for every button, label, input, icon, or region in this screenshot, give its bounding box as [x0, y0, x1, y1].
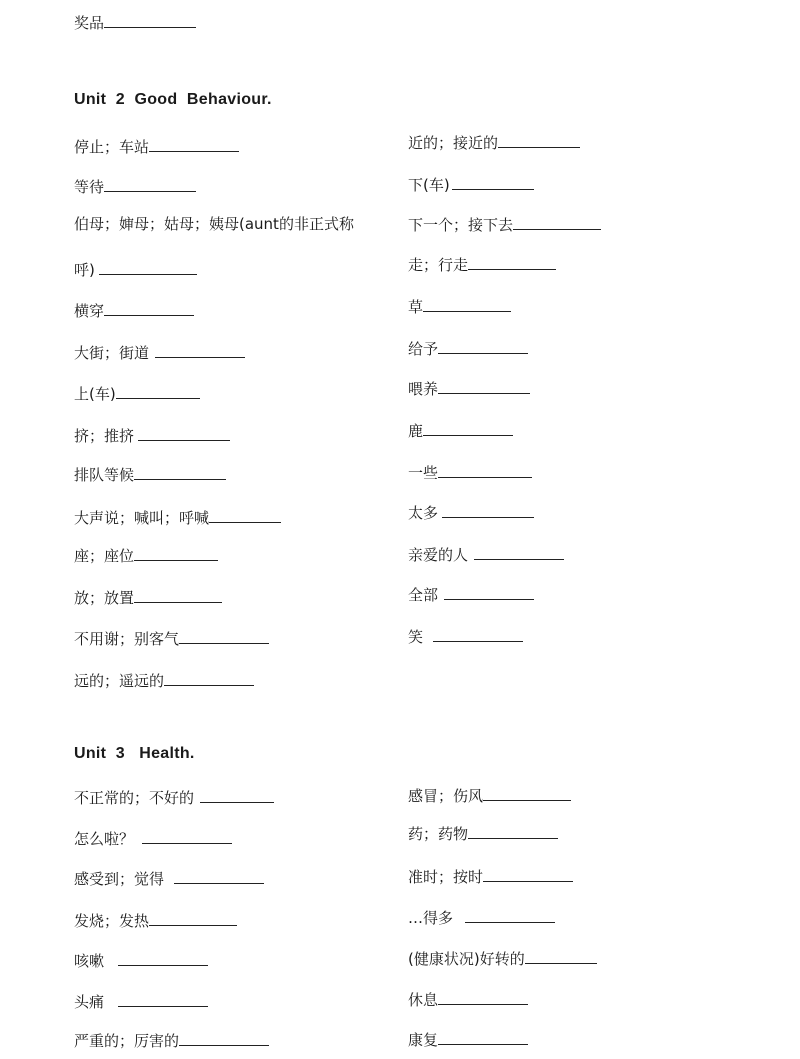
item-label: 下(车) — [408, 176, 450, 194]
item-label: 挤；推挤 — [74, 427, 135, 445]
answer-blank[interactable] — [142, 828, 232, 844]
answer-blank[interactable] — [164, 670, 254, 686]
item-label: 伯母；婶母；姑母；姨母(aunt的非正式称 — [74, 215, 354, 233]
answer-blank[interactable] — [465, 907, 555, 923]
item-label: 感受到；觉得 — [74, 870, 165, 888]
item-label: 不用谢；别客气 — [74, 630, 180, 648]
answer-blank[interactable] — [134, 545, 218, 561]
list-item — [74, 176, 196, 196]
answer-blank[interactable] — [200, 787, 274, 803]
item-label: 康复 — [408, 1031, 439, 1049]
item-label: 草 — [408, 298, 424, 316]
list-item — [74, 910, 237, 930]
list-item — [74, 1030, 269, 1050]
item-label: 近的；接近的 — [408, 134, 499, 152]
item-label: 大声说；喊叫；呼喊 — [74, 509, 210, 527]
answer-blank[interactable] — [438, 989, 528, 1005]
answer-blank[interactable] — [118, 991, 208, 1007]
item-label: 呼) — [74, 261, 95, 279]
list-item — [408, 296, 511, 316]
list-item — [408, 989, 528, 1009]
answer-blank[interactable] — [179, 628, 269, 644]
answer-blank[interactable] — [444, 584, 534, 600]
list-item — [408, 502, 534, 522]
item-label: 上(车) — [74, 385, 116, 403]
answer-blank[interactable] — [423, 296, 511, 312]
list-item — [74, 787, 274, 807]
list-item — [408, 174, 534, 194]
item-label: 怎么啦？ — [74, 830, 135, 848]
item-label: 发烧；发热 — [74, 912, 150, 930]
item-label: 休息 — [408, 991, 439, 1009]
item-label: 不正常的；不好的 — [74, 789, 195, 807]
list-item — [408, 866, 573, 886]
answer-blank[interactable] — [174, 868, 264, 884]
item-label: 放；放置 — [74, 589, 135, 607]
answer-blank[interactable] — [442, 502, 534, 518]
answer-blank[interactable] — [513, 214, 601, 230]
item-label: 全部 — [408, 586, 439, 604]
answer-blank[interactable] — [104, 176, 196, 192]
item-label: 给予 — [408, 340, 439, 358]
list-item — [74, 991, 208, 1011]
answer-blank[interactable] — [118, 950, 208, 966]
item-label: 严重的；厉害的 — [74, 1032, 180, 1050]
item-label: 座；座位 — [74, 547, 135, 565]
item-label: 等待 — [74, 178, 105, 196]
list-item — [408, 1029, 528, 1049]
item-label: 停止；车站 — [74, 138, 150, 156]
list-item — [74, 950, 208, 970]
item-label: 远的；遥远的 — [74, 672, 165, 690]
list-item — [74, 383, 200, 403]
list-item — [74, 464, 226, 484]
list-item — [74, 136, 239, 156]
answer-blank[interactable] — [525, 948, 597, 964]
unit3-heading: Unit 3 Health. — [74, 745, 195, 762]
item-label: 排队等候 — [74, 466, 135, 484]
answer-blank[interactable] — [438, 462, 532, 478]
answer-blank[interactable] — [423, 420, 513, 436]
item-label: 感冒；伤风 — [408, 787, 484, 805]
unit2-heading: Unit 2 Good Behaviour. — [74, 91, 272, 108]
list-item — [74, 828, 232, 848]
list-item — [408, 214, 601, 234]
list-item — [74, 628, 269, 648]
list-item — [408, 420, 513, 440]
answer-blank[interactable] — [474, 544, 564, 560]
answer-blank[interactable] — [179, 1030, 269, 1046]
item-label: 药；药物 — [408, 825, 469, 843]
list-item — [74, 300, 194, 320]
item-label: …得多 — [408, 909, 454, 927]
answer-blank[interactable] — [116, 383, 200, 399]
answer-blank[interactable] — [104, 300, 194, 316]
answer-blank[interactable] — [149, 910, 237, 926]
list-item — [74, 587, 222, 607]
list-item — [408, 254, 556, 274]
answer-blank[interactable] — [483, 866, 573, 882]
item-label: 喂养 — [408, 380, 439, 398]
answer-blank[interactable] — [452, 174, 534, 190]
list-item — [74, 214, 354, 234]
item-label: 鹿 — [408, 422, 424, 440]
answer-blank[interactable] — [438, 338, 528, 354]
answer-blank[interactable] — [468, 254, 556, 270]
answer-blank[interactable] — [468, 823, 558, 839]
list-item — [408, 338, 528, 358]
list-item — [74, 545, 218, 565]
list-item — [408, 584, 534, 604]
item-label: 奖品 — [74, 14, 105, 32]
item-label: 头痛 — [74, 993, 105, 1011]
item-label: 横穿 — [74, 302, 105, 320]
item-label: 走；行走 — [408, 256, 469, 274]
prize-item — [74, 12, 196, 32]
list-item — [74, 868, 264, 888]
list-item — [408, 132, 580, 152]
list-item — [408, 626, 523, 646]
answer-blank[interactable] — [438, 1029, 528, 1045]
item-label: 一些 — [408, 464, 439, 482]
answer-blank[interactable] — [104, 12, 196, 28]
list-item — [408, 544, 564, 564]
answer-blank[interactable] — [155, 342, 245, 358]
list-item — [74, 670, 254, 690]
answer-blank[interactable] — [134, 464, 226, 480]
answer-blank[interactable] — [209, 507, 281, 523]
answer-blank[interactable] — [438, 378, 530, 394]
list-item — [408, 823, 558, 843]
list-item — [74, 342, 245, 362]
item-label: 准时；按时 — [408, 868, 484, 886]
item-label: 大街；街道 — [74, 344, 150, 362]
answer-blank[interactable] — [433, 626, 523, 642]
answer-blank[interactable] — [99, 259, 197, 275]
item-label: 太多 — [408, 504, 439, 522]
item-label: (健康状况)好转的 — [408, 950, 525, 968]
list-item — [408, 785, 571, 805]
list-item — [408, 907, 555, 927]
list-item — [408, 378, 530, 398]
item-label: 亲爱的人 — [408, 546, 469, 564]
list-item — [408, 948, 597, 968]
list-item — [74, 259, 197, 279]
list-item — [74, 507, 281, 527]
answer-blank[interactable] — [149, 136, 239, 152]
item-label: 下一个；接下去 — [408, 216, 514, 234]
answer-blank[interactable] — [134, 587, 222, 603]
answer-blank[interactable] — [138, 425, 230, 441]
list-item — [74, 425, 230, 445]
answer-blank[interactable] — [483, 785, 571, 801]
list-item — [408, 462, 532, 482]
item-label: 咳嗽 — [74, 952, 105, 970]
answer-blank[interactable] — [498, 132, 580, 148]
item-label: 笑 — [408, 628, 424, 646]
